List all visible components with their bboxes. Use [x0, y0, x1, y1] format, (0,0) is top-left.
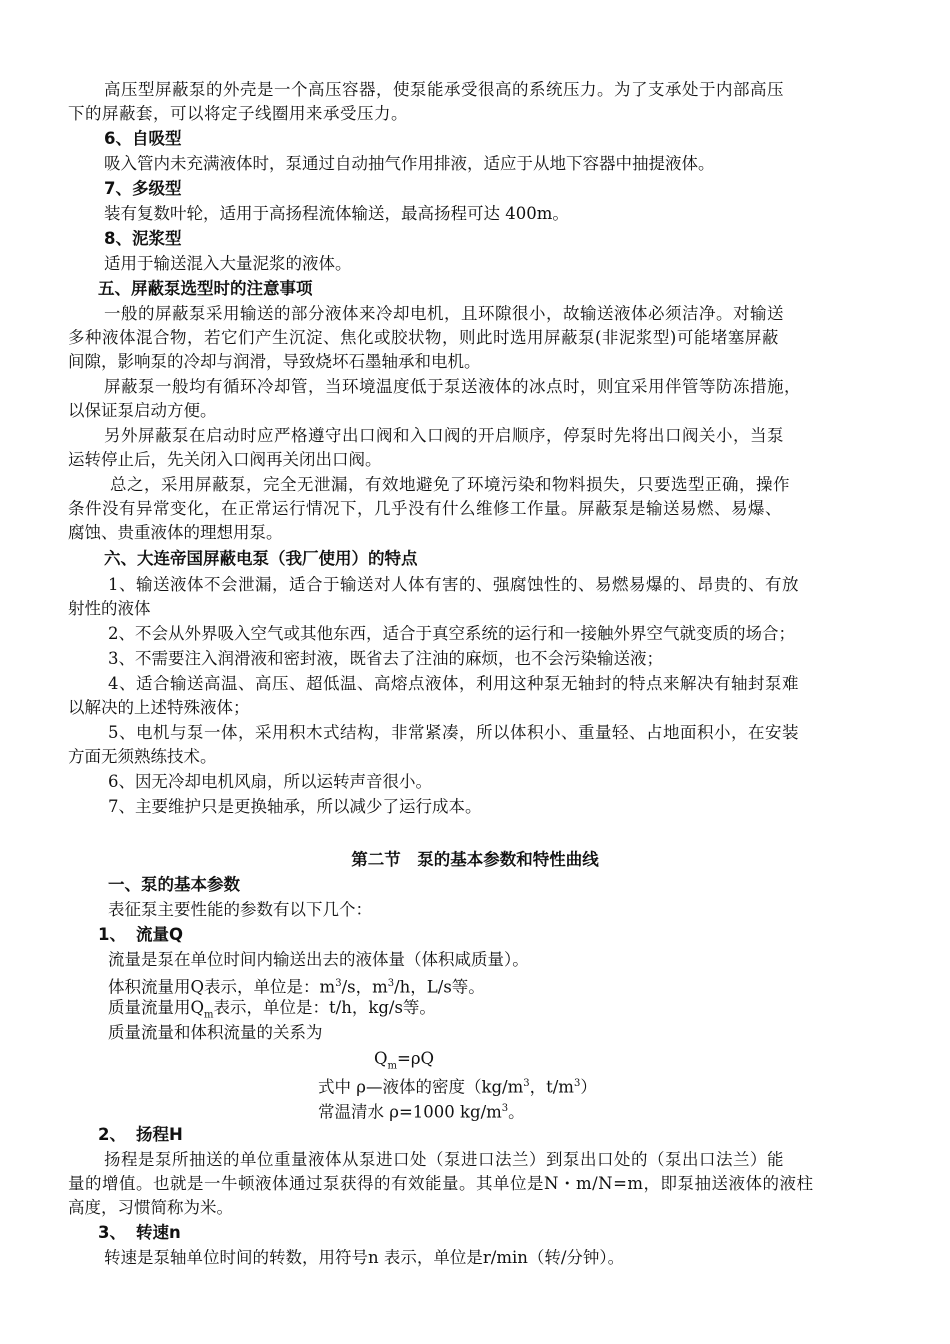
- param-number: 2、: [98, 1125, 126, 1144]
- paragraph-line: 高压型屏蔽泵的外壳是一个高压容器，使泵能承受很高的系统压力。为了支承处于内部高压: [104, 80, 784, 99]
- paragraph-line: 高度，习惯简称为米。: [68, 1198, 233, 1217]
- paragraph-line: 量的增值。也就是一牛顿液体通过泵获得的有效能量。其单位是N・m/N=m，即泵抽送液体的液柱: [68, 1174, 814, 1193]
- subheading-slurry: 8、泥浆型: [104, 229, 182, 248]
- paragraph-line: 腐蚀、贵重液体的理想用泵。: [68, 523, 283, 542]
- paragraph-line: 一般的屏蔽泵采用输送的部分液体来冷却电机，且环隙很小，故输送液体必须洁净。对输送: [104, 304, 784, 323]
- subheading-multistage: 7、多级型: [104, 179, 182, 198]
- paragraph-line: 以保证泵启动方便。: [68, 401, 217, 420]
- section-heading: 六、大连帝国屏蔽电泵（我厂使用）的特点: [104, 549, 418, 568]
- list-item: 7、主要维护只是更换轴承，所以减少了运行成本。: [108, 797, 482, 816]
- param-number: 3、: [98, 1223, 126, 1242]
- paragraph-line: 适用于输送混入大量泥浆的液体。: [104, 254, 352, 273]
- paragraph-line: 总之，采用屏蔽泵，完全无泄漏，有效地避免了环境污染和物料损失，只要选型正确，操作: [110, 475, 790, 494]
- paragraph-line: 体积流量用Q表示，单位是：$m^3/s$，$m^3/h$，L/s等。: [108, 977, 485, 997]
- formula-note: 式中 ρ—液体的密度（$kg/m^3$，$t/m^3$）: [318, 1077, 597, 1097]
- paragraph-line: 条件没有异常变化，在正常运行情况下，几乎没有什么维修工作量。屏蔽泵是输送易燃、易爆、: [68, 499, 782, 518]
- list-item: 1、输送液体不会泄漏，适合于输送对人体有害的、强腐蚀性的、易燃易爆的、昂贵的、有放: [108, 575, 799, 594]
- paragraph-line: 质量流量用$Q_m$表示，单位是：t/h，kg/s等。: [108, 998, 436, 1021]
- param-heading-head: 扬程H: [136, 1125, 183, 1144]
- paragraph-line: 屏蔽泵一般均有循环冷却管，当环境温度低于泵送液体的冰点时，则宜采用伴管等防冻措施，: [104, 377, 801, 396]
- list-item: 5、电机与泵一体，采用积木式结构，非常紧凑，所以体积小、重量轻、占地面积小，在安装: [108, 723, 799, 742]
- paragraph-line: 装有复数叶轮，适用于高扬程流体输送，最高扬程可达 400m。: [104, 204, 569, 223]
- param-number: 1、: [98, 925, 126, 944]
- list-item: 4、适合输送高温、高压、超低温、高熔点液体，利用这种泵无轴封的特点来解决有轴封泵难: [108, 674, 799, 693]
- formula: $Q_m=\rho Q$: [374, 1049, 435, 1072]
- paragraph-line: 表征泵主要性能的参数有以下几个：: [108, 900, 372, 919]
- formula-note: 常温清水 ρ=1000 $kg/m^3$。: [318, 1102, 525, 1122]
- section-heading: 一、泵的基本参数: [108, 875, 240, 894]
- list-item: 6、因无冷却电机风扇，所以运转声音很小。: [108, 772, 432, 791]
- paragraph-line: 另外屏蔽泵在启动时应严格遵守出口阀和入口阀的开启顺序，停泵时先将出口阀关小，当泵: [104, 426, 784, 445]
- paragraph-line: 质量流量和体积流量的关系为: [108, 1023, 323, 1042]
- list-item-continuation: 方面无须熟练技术。: [68, 747, 217, 766]
- paragraph-line: 扬程是泵所抽送的单位重量液体从泵进口处（泵进口法兰）到泵出口处的（泵出口法兰）能: [104, 1150, 784, 1169]
- param-heading-flow: 流量Q: [136, 925, 184, 944]
- list-item: 2、不会从外界吸入空气或其他东西，适合于真空系统的运行和一接触外界空气就变质的场合；: [108, 624, 795, 643]
- paragraph-line: 多种液体混合物，若它们产生沉淀、焦化或胶状物，则此时选用屏蔽泵(非泥浆型)可能堵塞屏蔽: [68, 328, 779, 347]
- list-item-continuation: 射性的液体: [68, 599, 151, 618]
- chapter-title: 第二节 泵的基本参数和特性曲线: [351, 850, 599, 869]
- paragraph-line: 间隙，影响泵的冷却与润滑，导致烧坏石墨轴承和电机。: [68, 352, 481, 371]
- param-heading-speed: 转速n: [136, 1223, 181, 1242]
- list-item-continuation: 以解决的上述特殊液体；: [68, 698, 250, 717]
- paragraph-line: 下的屏蔽套，可以将定子线圈用来承受压力。: [68, 104, 408, 123]
- list-item: 3、不需要注入润滑液和密封液，既省去了注油的麻烦，也不会污染输送液；: [108, 649, 663, 668]
- paragraph-line: 运转停止后，先关闭入口阀再关闭出口阀。: [68, 450, 382, 469]
- paragraph-line: 吸入管内未充满液体时，泵通过自动抽气作用排液，适应于从地下容器中抽提液体。: [104, 154, 715, 173]
- paragraph-line: 流量是泵在单位时间内输送出去的液体量（体积咸质量）。: [108, 950, 529, 969]
- paragraph-line: 转速是泵轴单位时间的转数，用符号n 表示，单位是r/min（转/分钟）。: [104, 1248, 625, 1267]
- subheading-self-priming: 6、自吸型: [104, 129, 182, 148]
- section-heading: 五、屏蔽泵选型时的注意事项: [98, 279, 313, 298]
